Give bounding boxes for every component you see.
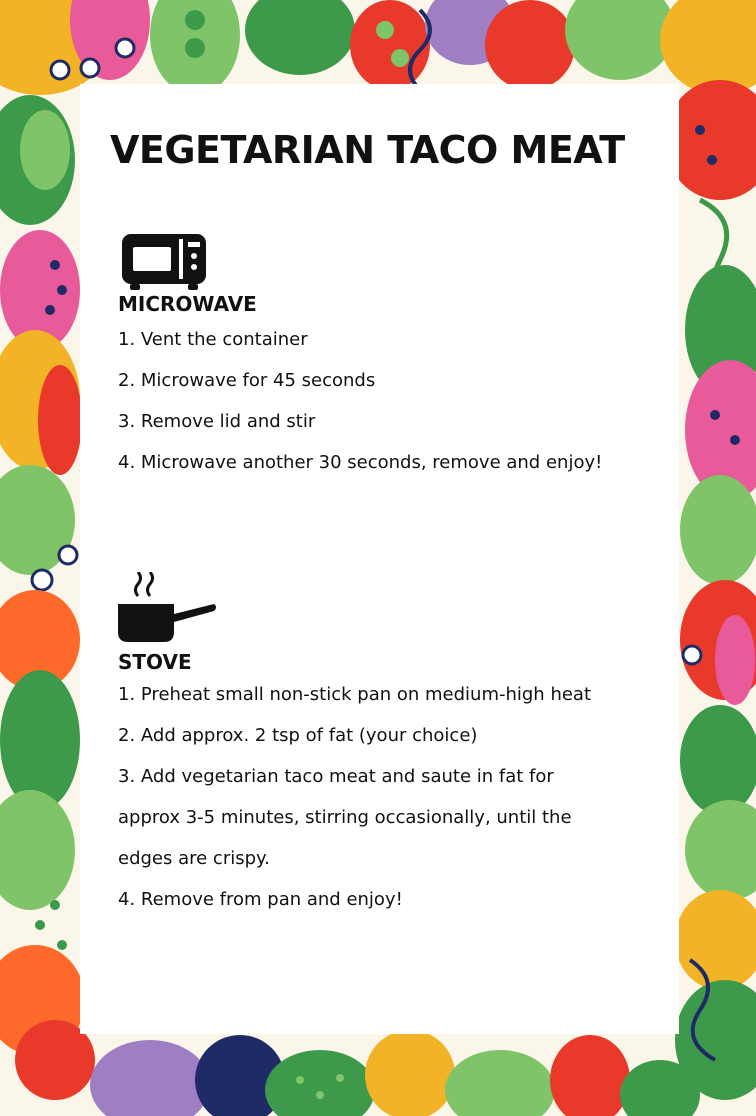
list-item: 4. Remove from pan and enjoy! [118,889,403,910]
section-title-microwave: MICROWAVE [118,292,257,316]
microwave-icon [122,234,206,290]
microwave-steps [118,319,658,483]
list-item: 3. Add vegetarian taco meat and saute in fat for approx 3-5 minutes, stirring occasionally, until the edges are crispy. [118,766,572,869]
list-item: 4. Microwave another 30 seconds, remove and enjoy! [118,452,603,473]
list-item: 1. Vent the container [118,329,308,350]
recipe-card [80,84,679,1034]
list-item: 1. Preheat small non-stick pan on medium-high heat [118,684,592,705]
list-item: 2. Microwave for 45 seconds [118,370,376,391]
section-title-stove: STOVE [118,650,192,674]
stove-steps [118,674,658,920]
pan-icon [118,572,218,644]
list-item: 3. Remove lid and stir [118,411,316,432]
recipe-title: VEGETARIAN TACO MEAT [110,128,625,172]
list-item: 2. Add approx. 2 tsp of fat (your choice) [118,725,478,746]
